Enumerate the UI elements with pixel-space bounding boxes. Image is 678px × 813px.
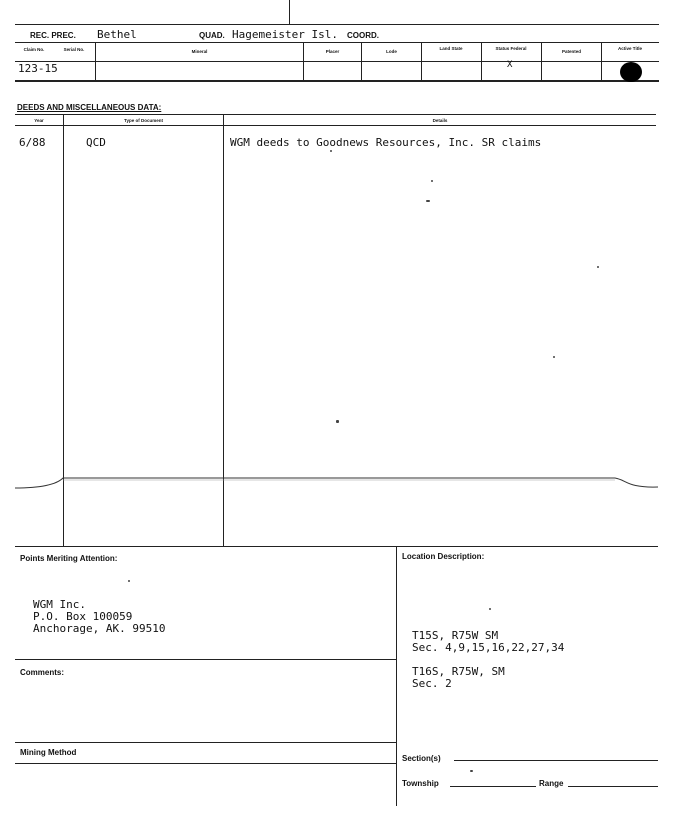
range-label: Range [539, 779, 564, 788]
township-label: Township [402, 779, 439, 788]
patented-header: Patented [561, 49, 581, 54]
location-label: Location Description: [402, 552, 485, 561]
speck [336, 420, 339, 423]
deeds-section-label: DEEDS AND MISCELLANEOUS DATA: [17, 103, 162, 112]
active-title-header: Active Title [618, 46, 642, 51]
details-header: Details [432, 118, 448, 123]
location-block-2: T16S, R75W, SM Sec. 2 [412, 665, 505, 690]
serial-no-header: Serial No. [63, 47, 85, 52]
fold-line [15, 470, 658, 494]
speck [330, 150, 332, 152]
range-field[interactable] [568, 786, 658, 787]
lode-header: Lode [386, 49, 397, 54]
year-header: Year [34, 118, 44, 123]
section-label: Section(s) [402, 754, 441, 763]
speck [489, 608, 491, 610]
claim-no-header: Claim No. [23, 47, 45, 52]
speck [597, 266, 599, 268]
claim-table [15, 42, 659, 82]
speck [426, 200, 430, 202]
placer-header: Placer [325, 49, 340, 54]
speck [128, 580, 130, 582]
deed-year: 6/88 [19, 136, 46, 149]
quad-value: Hagemeister Isl. [232, 28, 338, 41]
speck [470, 770, 473, 772]
rec-prec-value: Bethel [97, 28, 137, 41]
land-state-header: Land State [439, 46, 463, 51]
quad-label: QUAD. [199, 31, 225, 40]
speck [553, 356, 555, 358]
type-header: Type of Document [124, 118, 163, 123]
active-title-marker [620, 62, 642, 82]
township-field[interactable] [450, 786, 536, 787]
coord-label: COORD. [347, 31, 379, 40]
section-field[interactable] [454, 760, 658, 761]
mineral-header: Mineral [191, 49, 208, 54]
comments-label: Comments: [20, 668, 65, 677]
speck [431, 180, 433, 182]
status-federal-header: Status Federal [495, 46, 527, 51]
deed-type: QCD [86, 136, 106, 149]
status-federal-mark: X [507, 60, 513, 70]
claim-no-value: 123-15 [18, 62, 58, 75]
location-block-1: T15S, R75W SM Sec. 4,9,15,16,22,27,34 [412, 629, 565, 654]
mining-method-label: Mining Method [20, 748, 77, 757]
points-label: Points Meriting Attention: [20, 554, 118, 563]
rec-prec-label: REC. PREC. [30, 31, 76, 40]
deed-details: WGM deeds to Goodnews Resources, Inc. SR claims [230, 136, 542, 149]
points-address: WGM Inc. P.O. Box 100059 Anchorage, AK. 99510 [33, 598, 166, 635]
